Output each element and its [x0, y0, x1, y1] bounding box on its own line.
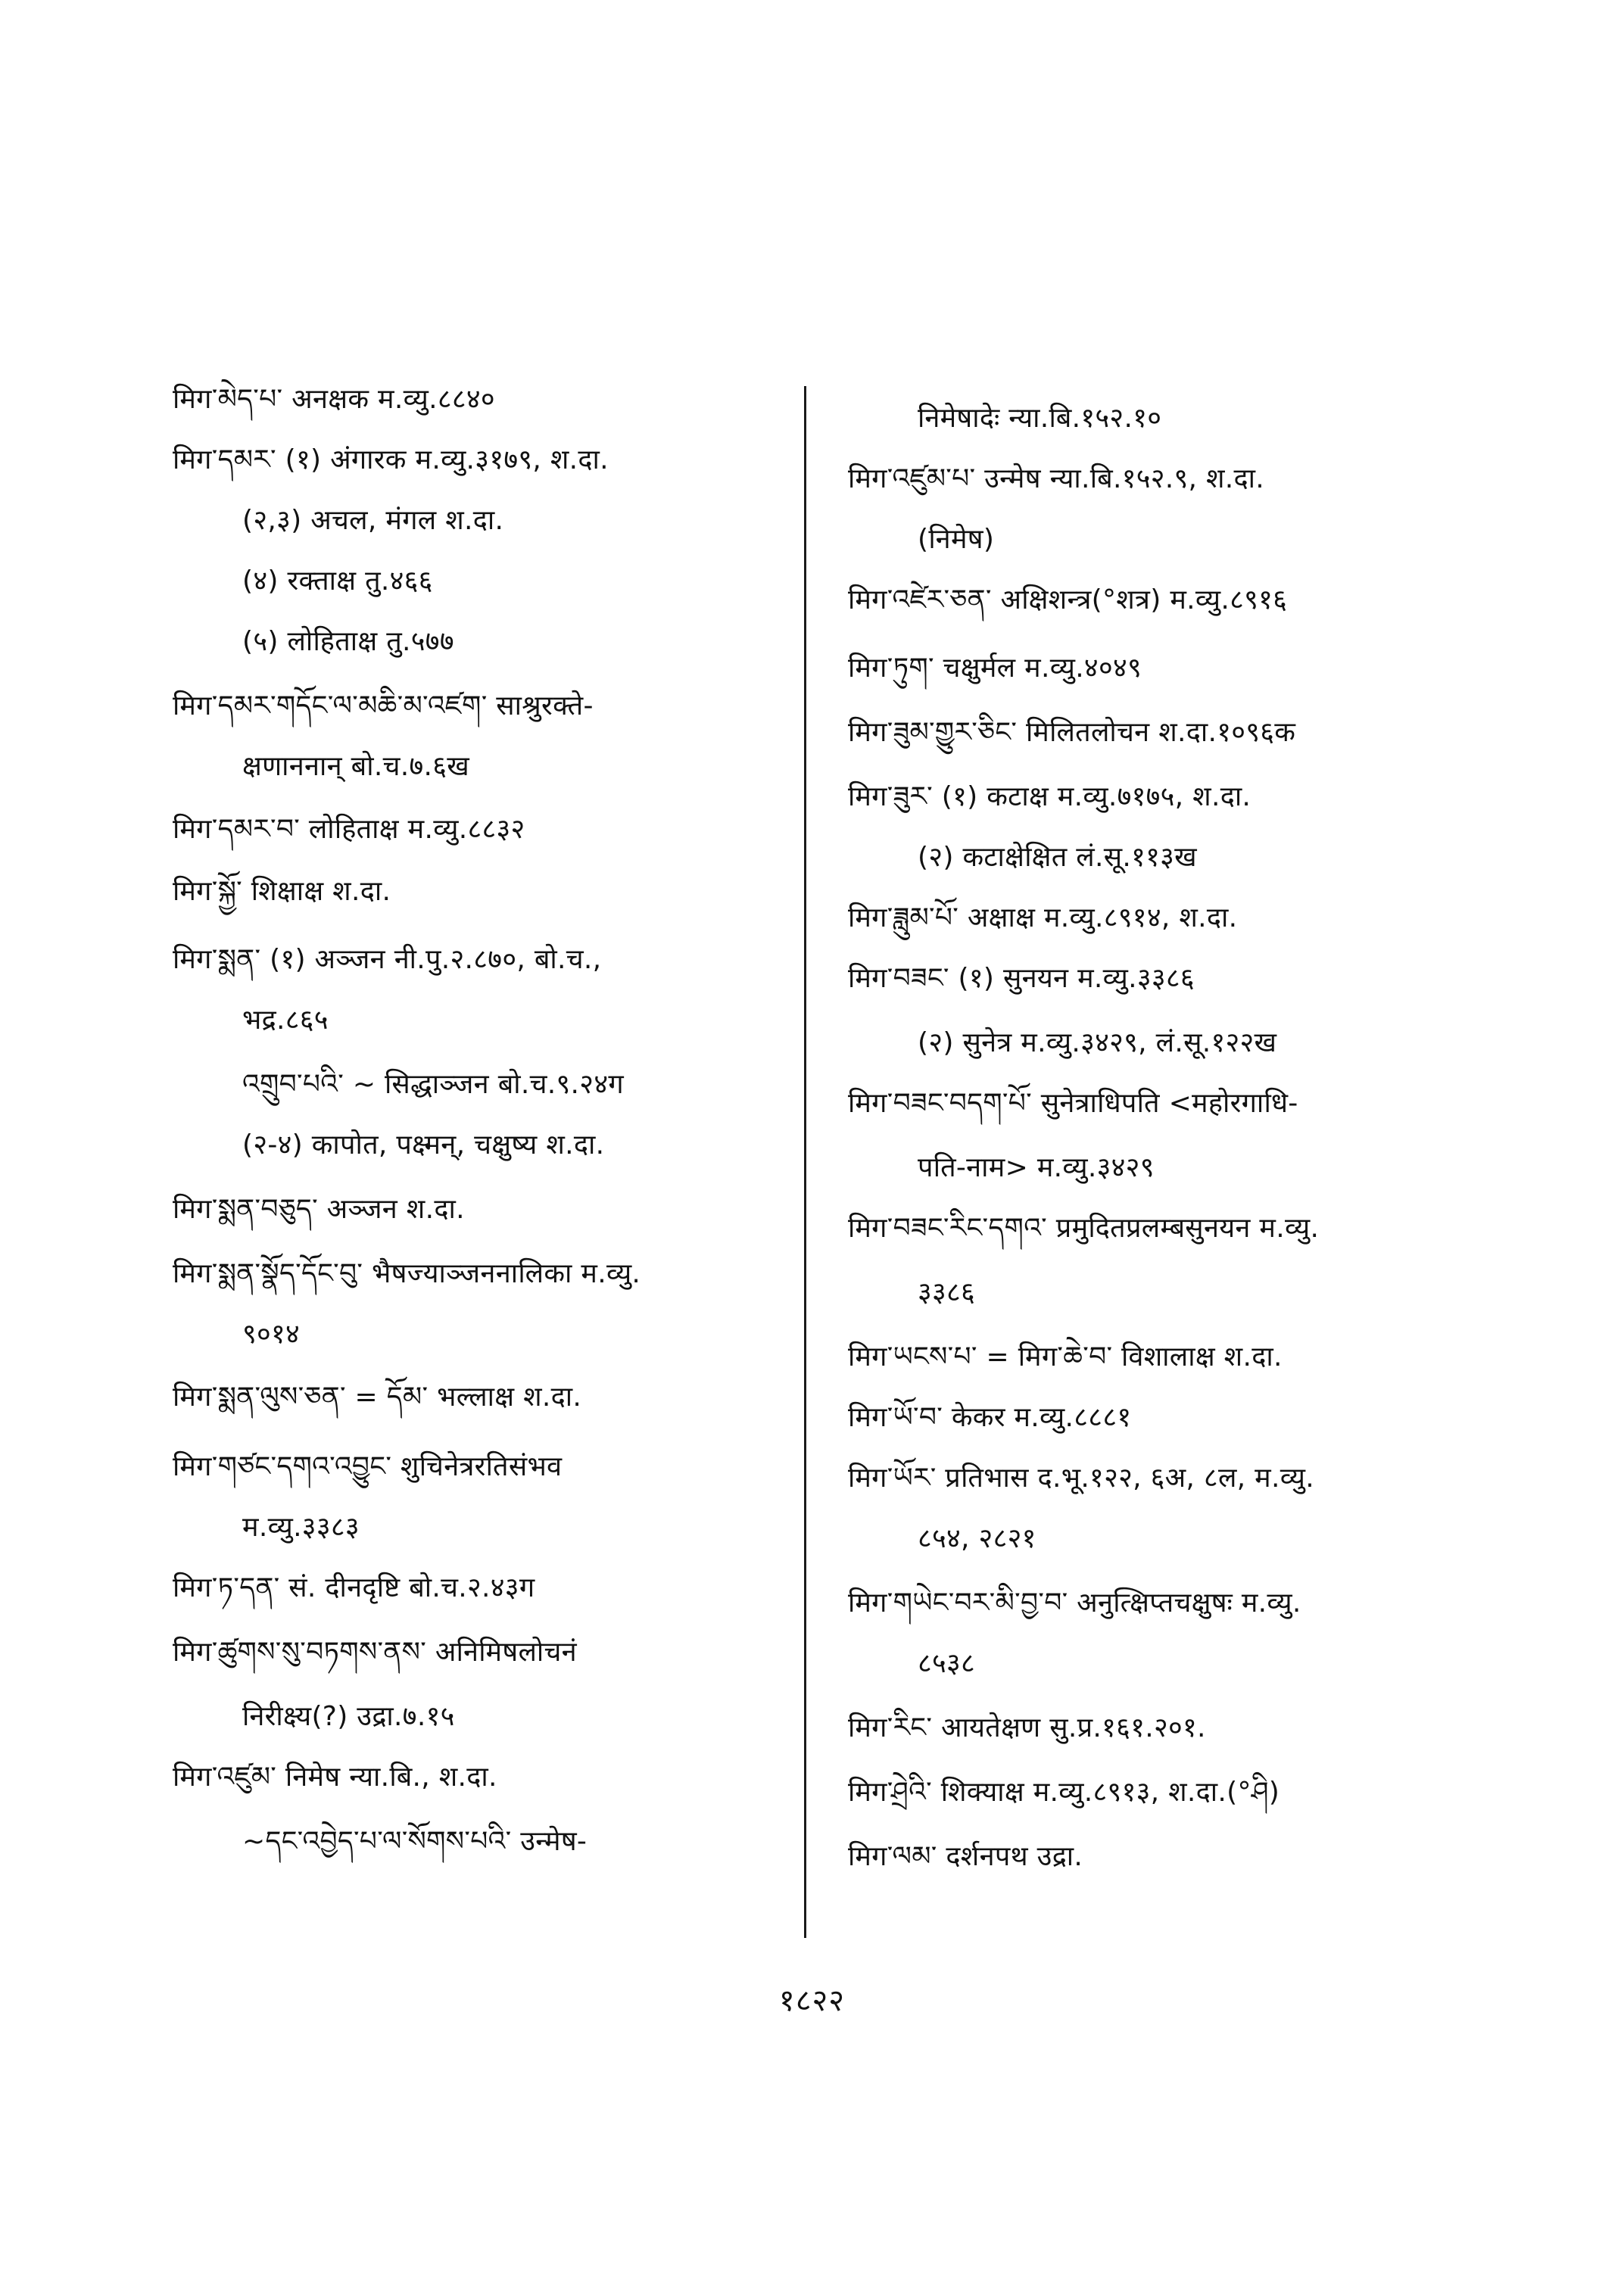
entry-headword-line: मिग་འཛུམ་པ་ उन्मेष न्या.बि.१५२.९, श.दा. [848, 463, 1265, 494]
entry-headword-line: मिग་ཚུགས་སུ་བཏགས་ནས་ अनिमिषलोचनं [173, 1637, 577, 1668]
entry-headword-line: मिग་མེད་པ་ अनक्षक म.व्यु.८८४० [173, 384, 495, 415]
entry-headword-line: मिग་དམར་ (१) अंगारक म.व्यु.३१७९, श.दा. [173, 444, 609, 475]
entry-headword-line: मिग་ཟུར་ (१) कटाक्ष म.व्यु.७१७५, श.दा. [848, 781, 1252, 812]
entry-headword-line: मिग་ལམ་ दर्शनपथ उद्रा. [848, 1841, 1083, 1872]
entry-continuation-line: ~དང་འབྱེད་པ་ལ་སོགས་པའི་ उन्मेष- [242, 1826, 588, 1857]
entry-continuation-line: पति-नाम> म.व्यु.३४२९ [918, 1152, 1155, 1183]
entry-headword-line: मिग་གཙང་དགའ་འབྱུང་ शुचिनेत्ररतिसंभव [173, 1451, 563, 1482]
entry-headword-line: मिग་བཟང་རིང་དགའ་ प्रमुदितप्रलम्बसुनयन म.व्यु. [848, 1213, 1320, 1244]
entry-continuation-line: ८५३८ [918, 1648, 976, 1679]
entry-headword-line: मिग་བཟང་ (१) सुनयन म.व्यु.३३८६ [848, 963, 1195, 994]
entry-continuation-line: क्षणाननान् बो.च.७.६ख [242, 751, 470, 782]
entry-headword-line: मिग་ཏ་དན་ सं. दीनदृष्टि बो.च.२.४३ग [173, 1572, 535, 1603]
entry-headword-line: मिग་འཛུམ་ निमेष न्या.बि., श.दा. [173, 1762, 497, 1793]
entry-sense-line: (५) लोहिताक्ष तु.५७७ [242, 626, 454, 657]
entry-sense-line: (२,३) अचल, मंगल श.दा. [242, 505, 504, 536]
entry-headword-line: मिग་ཏུག་ चक्षुर्मल म.व्यु.४०४९ [848, 653, 1142, 684]
entry-headword-line: मिग་སྐྱོ་ शिक्षाक्ष श.दा. [173, 876, 391, 907]
entry-sense-line: (२) सुनेत्र म.व्यु.३४२९, लं.सू.१२२ख [918, 1027, 1277, 1058]
entry-continuation-line: भद्र.८६५ [242, 1005, 329, 1036]
entry-continuation-line: ८५४, २८२१ [918, 1523, 1036, 1554]
entry-headword-line: मिग་སྨན་སྣོད་དོང་བུ་ भैषज्याञ्जननालिका म.व्यु. [173, 1258, 641, 1289]
page-number: १८२२ [778, 1983, 846, 2018]
entry-continuation-line: ३३८६ [918, 1277, 976, 1308]
entry-headword-line: मिग་དམར་གདོང་ལ་མཆི་མ་འཛག་ साश्रुरक्ते- [173, 690, 594, 721]
entry-headword-line: मिग་སྨན་ (१) अञ्जन नी.पु.२.८७०, बो.च., [173, 944, 602, 975]
entry-headword-line: मिग་ཤྲེའི་ शिक्याक्ष म.व्यु.८९१३, श.दा.(°ཤི) [848, 1777, 1280, 1808]
entry-headword-line: मिग་བཟང་བདག་པོ་ सुनेत्राधिपति <महोरगाधि- [848, 1088, 1298, 1119]
entry-headword-line: मिग་རིང་ आयतेक्षण सु.प्र.१६१.२०१. [848, 1712, 1206, 1743]
entry-headword-line: मिग་འཛེར་ཅན་ अक्षिशन्त्र(°शत्र) म.व्यु.८९१६ [848, 584, 1288, 615]
entry-sense-line: འགྲུབ་པའི་ ~ सिद्धाञ्जन बो.च.९.२४ग [242, 1069, 624, 1100]
entry-continuation-line: (निमेष) [918, 524, 995, 555]
entry-sense-line: (२) कटाक्षेक्षित लं.सू.११३ख [918, 842, 1197, 873]
entry-continuation-line: म.व्यु.३३८३ [242, 1512, 360, 1543]
entry-headword-line: मिग་སྨན་ལུས་ཅན་ = དོམ་ भल्लाक्ष श.दा. [173, 1382, 582, 1413]
entry-continuation-line: निमेषादेः न्या.बि.१५२.१० [918, 403, 1162, 434]
entry-headword-line: मिग་ཡངས་པ་ = मिग་ཆེ་བ་ विशालाक्ष श.दा. [848, 1341, 1283, 1372]
entry-sense-line: (२-४) कापोत, पक्ष्मन्, चक्षुष्य श.दा. [242, 1129, 605, 1161]
entry-headword-line: मिग་དམར་བ་ लोहिताक्ष म.व्यु.८८३२ [173, 814, 525, 845]
entry-headword-line: मिग་ཟུམ་གྱུར་ཅིང་ मिलितलोचन श.दा.१०९६क [848, 717, 1296, 748]
entry-continuation-line: निरीक्ष्य(?) उद्रा.७.१५ [242, 1701, 455, 1732]
entry-headword-line: मिग་སྨན་བཅུད་ अञ्जन श.दा. [173, 1194, 465, 1225]
entry-sense-line: (४) रक्ताक्ष तु.४६६ [242, 565, 433, 597]
column-divider [804, 386, 806, 1938]
entry-continuation-line: ९०१४ [242, 1319, 301, 1350]
entry-headword-line: मिग་ཡོ་བ་ केकर म.व्यु.८८८१ [848, 1402, 1132, 1433]
entry-headword-line: मिग་གཡེང་བར་མི་བྱ་བ་ अनुत्क्षिप्तचक्षुषः म.व्यु. [848, 1587, 1301, 1618]
entry-headword-line: मिग་ཟླུམ་པོ་ अक्षाक्ष म.व्यु.८९१४, श.दा. [848, 902, 1238, 933]
entry-headword-line: मिग་ཡོར་ प्रतिभास द.भू.१२२, ६अ, ८ल, म.व्यु. [848, 1463, 1314, 1494]
